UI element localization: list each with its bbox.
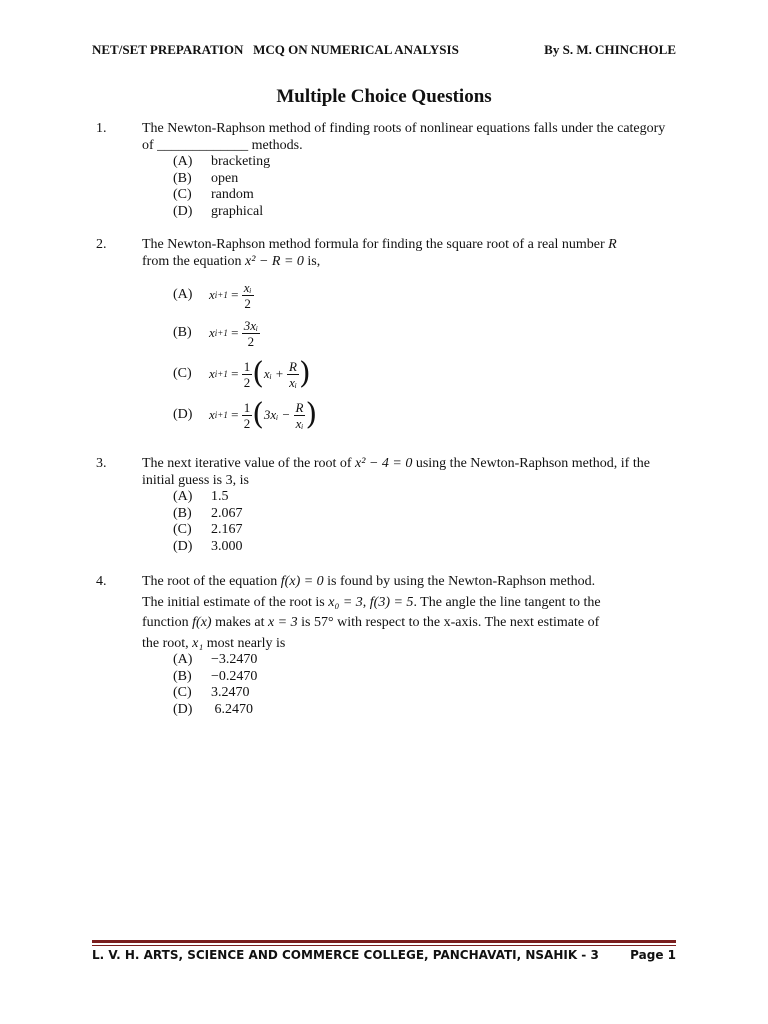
option-a: (A) −3.2470 — [173, 652, 258, 667]
question-3 — [96, 456, 676, 558]
question-1 — [96, 121, 676, 231]
question-2 — [96, 237, 676, 437]
option-c: (C) x i+1 = $\frac{1}{2}$ ( xᵢ + $\frac{R}{\text{xᵢ}}$ ) — [173, 356, 311, 391]
question-text: The Newton-Raphson method of finding roots of nonlinear equations falls under the category of _____________ methods. — [142, 121, 666, 153]
options-list — [173, 489, 243, 555]
option-c: (C) 2.167 — [173, 522, 243, 537]
page-footer — [92, 948, 676, 968]
options-list — [173, 652, 257, 718]
question-number: 2. — [96, 237, 107, 252]
option-b: (B) x i+1 = $\frac{\text{3xᵢ}}{2}$ — [173, 317, 259, 349]
option-c: (C) random — [173, 187, 254, 202]
question-number: 1. — [96, 121, 107, 136]
option-a: (A) 1.5 — [173, 489, 229, 504]
option-b: (B) 2.067 — [173, 505, 243, 521]
page-number: Page 1 — [630, 948, 676, 962]
question-text: The root of the equation f(x) = 0 is found by using the Newton-Raphson method. The initial estimate of the root is x₀ = 3, f(3) = 5. The angle the line tangent to the function f(x) makes at x = 3 is 57° with respect to the x-axis. The next estimate of the root, x₁ most nearly is — [142, 574, 601, 651]
page-title: Multiple Choice Questions — [276, 86, 492, 107]
option-a: (A) x i+1 = $\frac{\text{xᵢ}}{2}$ — [173, 279, 252, 311]
question-text: The Newton-Raphson method formula for finding the square root of a real number R from the equation x² − R = 0 is, — [142, 237, 617, 269]
header-author: By S. M. CHINCHOLE — [544, 42, 676, 57]
option-d: (D) graphical — [173, 203, 264, 219]
footer-college: L. V. H. ARTS, SCIENCE AND COMMERCE COLLEGE, PANCHAVATI, NSAHIK - 3 — [92, 948, 599, 962]
option-b: (B) −0.2470 — [173, 668, 258, 684]
option-c: (C) 3.2470 — [173, 685, 250, 700]
footer-rule-thick — [92, 940, 676, 943]
page-header — [92, 42, 676, 62]
footer-rule-thin — [92, 945, 676, 946]
question-text: The next iterative value of the root of x² − 4 = 0 using the Newton-Raphson method, if the initial guess is 3, is — [142, 456, 650, 488]
options-list — [173, 154, 270, 220]
question-number: 3. — [96, 456, 107, 471]
option-d: (D) 6.2470 — [173, 701, 253, 717]
option-d: (D) 3.000 — [173, 538, 243, 554]
option-d: (D) x i+1 = $\frac{1}{2}$ ( 3xᵢ − $\frac{R}{\text{xᵢ}}$ ) — [173, 397, 318, 432]
header-subject: NET/SET PREPARATION MCQ ON NUMERICAL ANALYSIS — [92, 42, 459, 57]
question-4 — [96, 572, 676, 722]
question-number: 4. — [96, 574, 107, 589]
option-b: (B) open — [173, 170, 239, 186]
option-a: (A) bracketing — [173, 154, 271, 169]
